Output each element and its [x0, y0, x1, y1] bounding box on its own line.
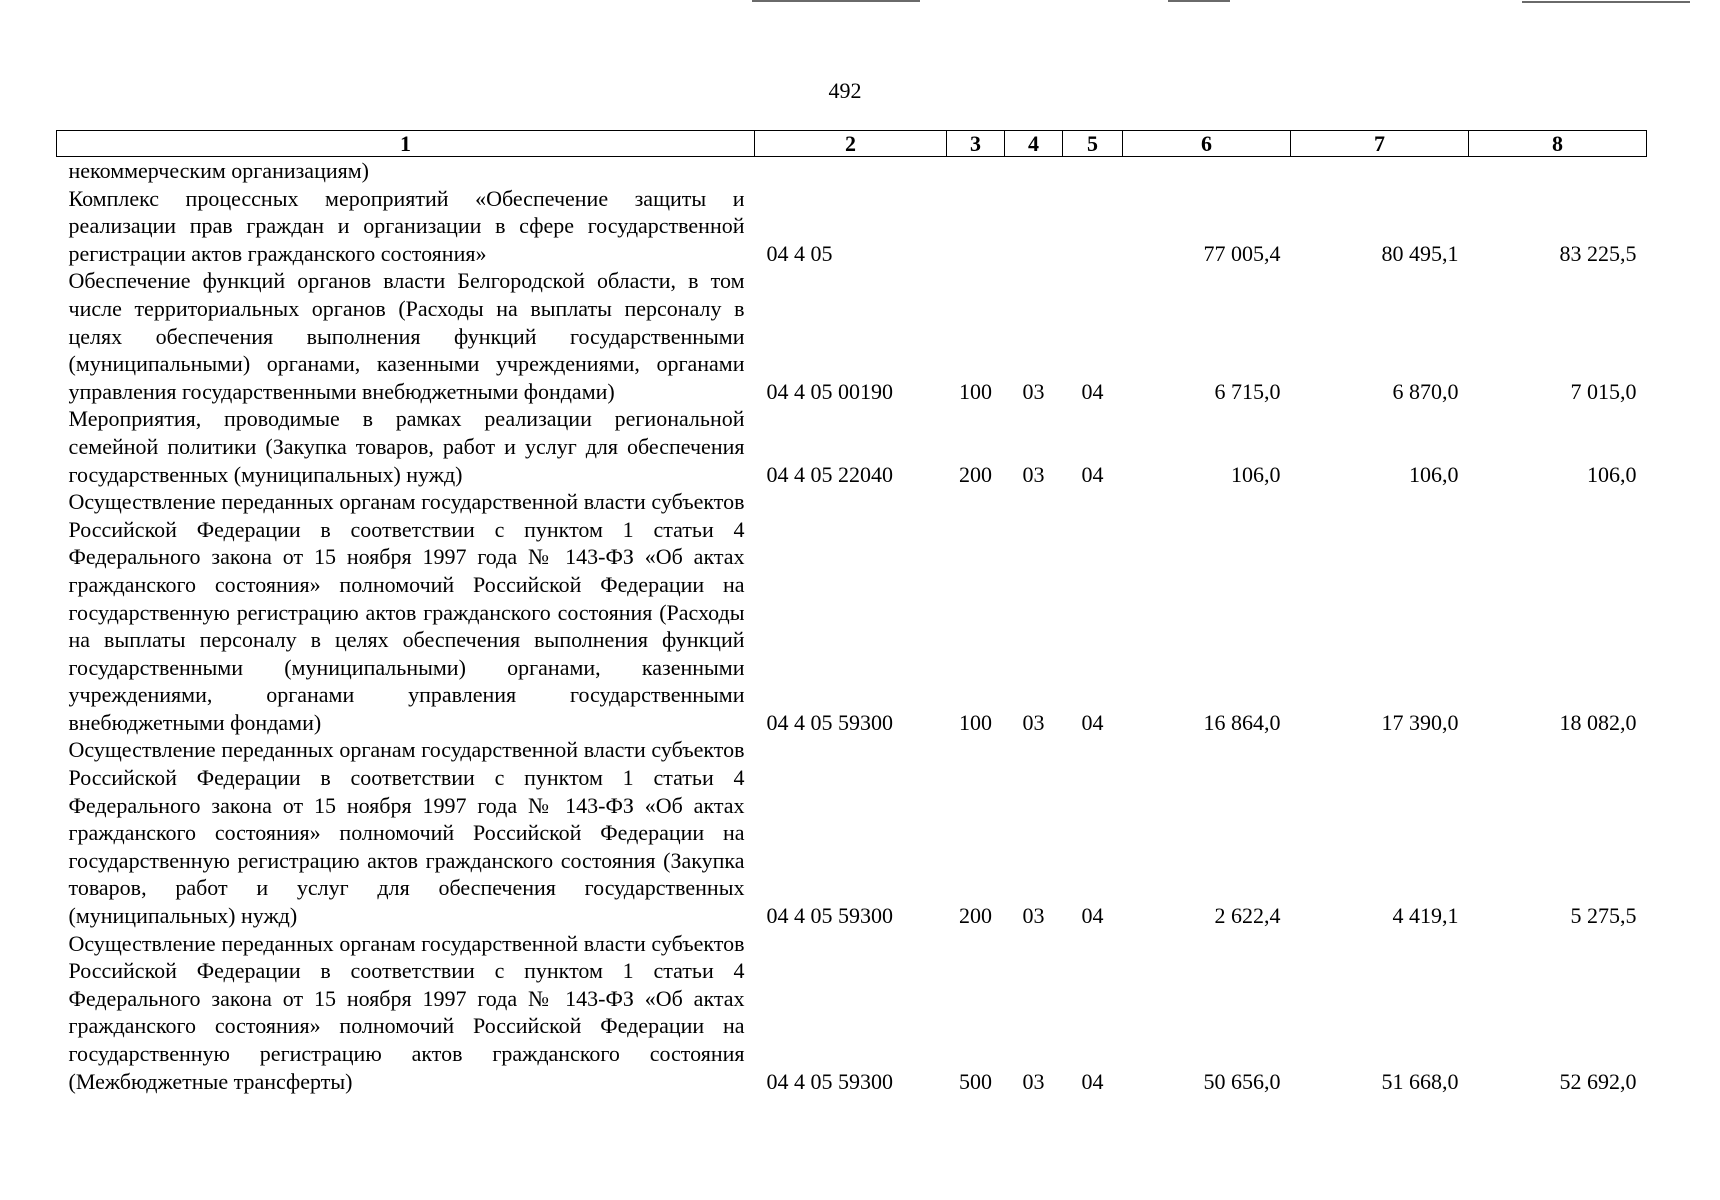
row-section — [1005, 157, 1063, 185]
row-description: некоммерческим организациям) — [68, 158, 369, 183]
scan-artifact-line — [1168, 0, 1230, 2]
row-expense-type: 500 — [959, 1068, 992, 1094]
row-amount-col7 — [1291, 157, 1469, 185]
col-header-7: 7 — [1291, 131, 1469, 157]
col-header-5: 5 — [1063, 131, 1123, 157]
row-section: 03 — [1022, 903, 1045, 929]
col-header-3: 3 — [947, 131, 1005, 157]
row-amount-col7: 6 870,0 — [1392, 378, 1459, 404]
col-header-6: 6 — [1123, 131, 1291, 157]
page-number: 492 — [828, 78, 862, 103]
row-description: Комплекс процессных мероприятий «Обеспечение защиты и реализации прав граждан и организации в сфере государственной регистрации актов гражданского состояния» — [68, 185, 745, 266]
row-target-code — [755, 157, 947, 185]
table-body — [57, 157, 1647, 1096]
row-amount-col6: 77 005,4 — [1203, 240, 1281, 266]
row-target-code: 04 4 05 59300 — [766, 709, 893, 735]
table-row — [57, 267, 1647, 405]
table-row — [57, 157, 1647, 185]
row-target-code: 04 4 05 59300 — [766, 1068, 893, 1094]
row-subsection: 04 — [1081, 903, 1104, 929]
row-amount-col6 — [1123, 157, 1291, 185]
row-amount-col8: 5 275,5 — [1570, 903, 1637, 929]
row-subsection: 04 — [1081, 378, 1104, 404]
row-amount-col6: 6 715,0 — [1214, 378, 1281, 404]
row-amount-col8: 83 225,5 — [1559, 240, 1637, 266]
row-subsection: 04 — [1081, 1068, 1104, 1094]
col-header-4: 4 — [1005, 131, 1063, 157]
row-expense-type: 200 — [959, 903, 992, 929]
row-section: 03 — [1022, 461, 1045, 487]
row-target-code: 04 4 05 22040 — [766, 461, 893, 487]
row-amount-col8: 106,0 — [1587, 461, 1637, 487]
table-row — [57, 930, 1647, 1096]
row-description: Мероприятия, проводимые в рамках реализации региональной семейной политики (Закупка товаров, работ и услуг для обеспечения государственных (муниципальных) нужд) — [68, 406, 745, 487]
scan-artifact-line — [752, 0, 920, 2]
row-amount-col8: 18 082,0 — [1559, 709, 1637, 735]
row-amount-col6: 50 656,0 — [1203, 1068, 1281, 1094]
row-amount-col7: 80 495,1 — [1381, 240, 1459, 266]
header-row — [57, 131, 1647, 157]
table-row — [57, 405, 1647, 488]
row-description: Обеспечение функций органов власти Белгородской области, в том числе территориальных органов (Расходы на выплаты персоналу в целях обеспечения выполнения функций государственными (муниципальными) органами, казенными учреждениями, органами управления государственными внебюджетными фондами) — [68, 268, 745, 404]
table-row — [57, 736, 1647, 929]
row-description: Осуществление переданных органам государственной власти субъектов Российской Федерации в соответствии с пунктом 1 статьи 4 Федерального закона от 15 ноября 1997 года № 143-ФЗ «Об актах гражданского состояния» полномочий Российской Федерации на государственную регистрацию актов гражданского состояния (Межбюджетные трансферты) — [68, 930, 745, 1094]
row-expense-type — [947, 185, 1005, 268]
row-expense-type — [947, 157, 1005, 185]
row-target-code: 04 4 05 — [766, 240, 833, 266]
row-subsection: 04 — [1081, 709, 1104, 735]
table-row — [57, 488, 1647, 736]
row-target-code: 04 4 05 59300 — [766, 903, 893, 929]
row-amount-col6: 2 622,4 — [1214, 903, 1281, 929]
row-expense-type: 100 — [959, 709, 992, 735]
row-amount-col6: 16 864,0 — [1203, 709, 1281, 735]
row-amount-col8: 7 015,0 — [1570, 378, 1637, 404]
row-amount-col6: 106,0 — [1231, 461, 1281, 487]
table-row — [57, 185, 1647, 268]
row-section: 03 — [1022, 1068, 1045, 1094]
table-header — [57, 131, 1647, 157]
col-header-1: 1 — [57, 131, 755, 157]
budget-table — [56, 130, 1647, 1095]
scan-artifact-line — [1522, 1, 1690, 3]
row-amount-col7: 51 668,0 — [1381, 1068, 1459, 1094]
row-amount-col7: 17 390,0 — [1381, 709, 1459, 735]
row-amount-col7: 4 419,1 — [1392, 903, 1459, 929]
row-expense-type: 200 — [959, 461, 992, 487]
row-subsection: 04 — [1081, 461, 1104, 487]
row-description: Осуществление переданных органам государственной власти субъектов Российской Федерации в соответствии с пунктом 1 статьи 4 Федерального закона от 15 ноября 1997 года № 143-ФЗ «Об актах гражданского состояния» полномочий Российской Федерации на государственную регистрацию актов гражданского состояния (Закупка товаров, работ и услуг для обеспечения государственных (муниципальных) нужд) — [68, 737, 745, 929]
row-section — [1005, 185, 1063, 268]
row-subsection — [1063, 185, 1123, 268]
row-subsection — [1063, 157, 1123, 185]
col-header-2: 2 — [755, 131, 947, 157]
row-expense-type: 100 — [959, 378, 992, 404]
col-header-8: 8 — [1469, 131, 1647, 157]
row-amount-col8: 52 692,0 — [1559, 1068, 1637, 1094]
row-description: Осуществление переданных органам государственной власти субъектов Российской Федерации в соответствии с пунктом 1 статьи 4 Федерального закона от 15 ноября 1997 года № 143-ФЗ «Об актах гражданского состояния» полномочий Российской Федерации на государственную регистрацию актов гражданского состояния (Расходы на выплаты персоналу в целях обеспечения выполнения функций государственными (муниципальными) органами, казенными учреждениями, органами управления государственными внебюджетными фондами) — [68, 489, 745, 735]
row-target-code: 04 4 05 00190 — [766, 378, 893, 404]
row-amount-col7: 106,0 — [1409, 461, 1459, 487]
row-amount-col8 — [1469, 157, 1647, 185]
row-section: 03 — [1022, 378, 1045, 404]
row-section: 03 — [1022, 709, 1045, 735]
